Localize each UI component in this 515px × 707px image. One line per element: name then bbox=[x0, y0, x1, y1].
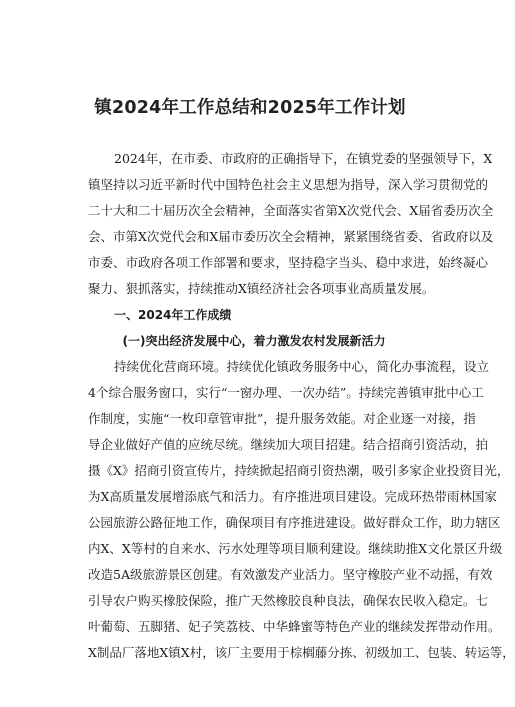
paragraph-line: 内X、X等村的自来水、污水处理等项目顺利建设。继续助推X文化景区升级 bbox=[88, 541, 503, 556]
subsection-heading: (一)突出经济发展中心，着力激发农村发展新活力 bbox=[122, 334, 386, 348]
paragraph-line: 4个综合服务窗口，实行“一窗办理、一次办结”。持续完善镇审批中心工 bbox=[88, 385, 484, 400]
paragraph-line: 导企业做好产值的应统尽统。继续加大项目招建。结合招商引资活动，拍 bbox=[88, 437, 489, 452]
paragraph-line: 叶葡萄、五脚猪、妃子笑荔枝、中华蜂蜜等特色产业的继续发挥带动作用。 bbox=[88, 619, 501, 634]
paragraph-line: 改造5A级旅游景区创建。有效激发产业活力。坚守橡胶产业不动摇，有效 bbox=[88, 567, 493, 582]
paragraph-line: 引导农户购买橡胶保险，推广天然橡胶良种良法，确保农民收入稳定。七 bbox=[88, 593, 489, 608]
document-title: 镇2024年工作总结和2025年工作计划 bbox=[94, 98, 406, 118]
paragraph-line: 作制度，实施“一枚印章管审批”，提升服务效能。对企业逐一对接，指 bbox=[88, 411, 476, 426]
paragraph-line: 市委、市政府各项工作部署和要求，坚持稳字当头、稳中求进，始终凝心 bbox=[88, 255, 489, 270]
paragraph-line: 镇坚持以习近平新时代中国特色社会主义思想为指导，深入学习贯彻党的 bbox=[88, 177, 489, 192]
paragraph-line: 公园旅游公路征地工作，确保项目有序推进建设。做好群众工作，助力辖区 bbox=[88, 515, 501, 530]
document-body bbox=[88, 146, 515, 666]
paragraph-line: 会、市第X次党代会和X届市委历次全会精神，紧紧围绕省委、省政府以及 bbox=[88, 229, 494, 244]
paragraph-line: X制品厂落地X镇X村，该厂主要用于棕榈藤分拣、初级加工、包装、转运等， bbox=[88, 645, 515, 660]
paragraph-line: 摄《X》招商引资宣传片，持续掀起招商引资热潮，吸引多家企业投资目光， bbox=[88, 463, 510, 478]
paragraph-line: 聚力、狠抓落实，持续推动X镇经济社会各项事业高质量发展。 bbox=[88, 281, 435, 296]
section-heading: 一、2024年工作成绩 bbox=[114, 308, 232, 322]
paragraph-line: 2024年，在市委、市政府的正确指导下，在镇党委的坚强领导下，X bbox=[114, 151, 493, 166]
paragraph-line: 二十大和二十届历次全会精神，全面落实省第X次党代会、X届省委历次全 bbox=[88, 203, 494, 218]
paragraph-line: 为X高质量发展增添底气和活力。有序推进项目建设。完成环热带雨林国家 bbox=[88, 489, 497, 504]
paragraph-line: 持续优化营商环境。持续优化镇政务服务中心，简化办事流程，设立 bbox=[114, 359, 490, 374]
